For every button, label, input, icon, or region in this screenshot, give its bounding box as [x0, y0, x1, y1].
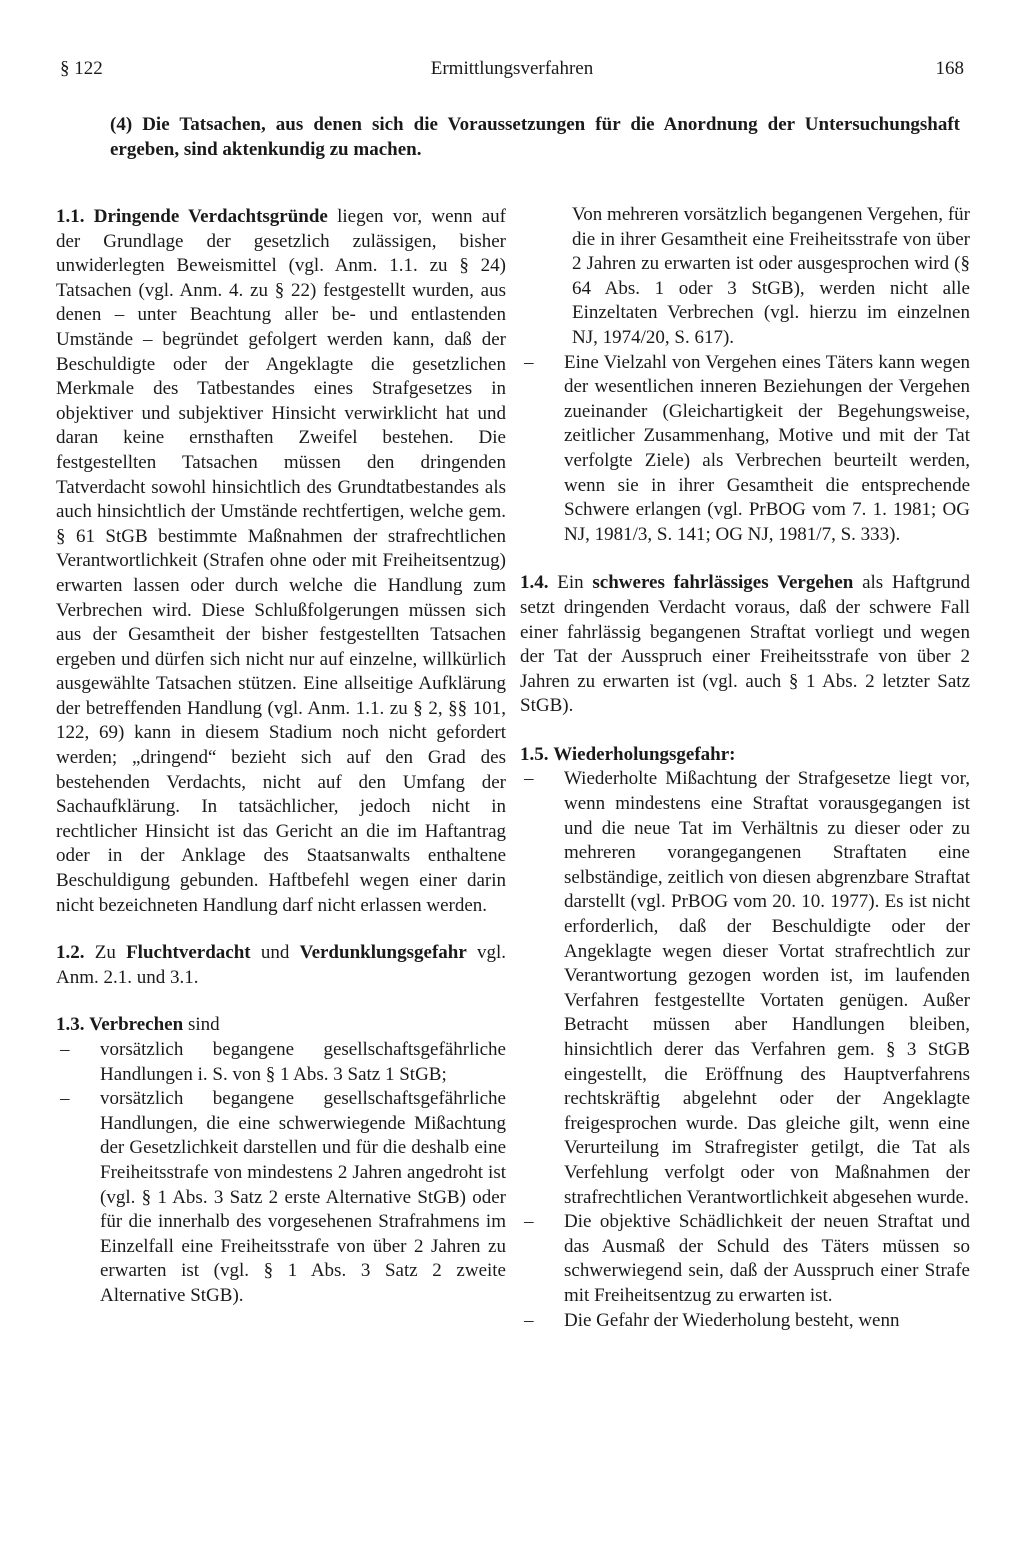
- list-item: – vorsätzlich begangene gesellschaftsgefährliche Handlungen i. S. von § 1 Abs. 3 Satz 1 StGB;: [56, 1038, 506, 1087]
- section-number: § 122: [60, 58, 103, 79]
- right-column: [520, 203, 970, 1333]
- section-1-2-pre: Zu: [94, 942, 116, 964]
- section-1-2-heading-1: Fluchtverdacht: [126, 942, 251, 964]
- section-1-2-mid: und: [260, 942, 290, 964]
- section-1-1-text: liegen vor, wenn auf der Grundlage der gesetzlich zulässigen, bisher unwiderlegten Beweismittel (vgl. Anm. 1.1. zu § 24) Tatsachen (vgl. Anm. 4. zu § 22) festgestellt wurden, aus denen – unter Beachtung aller be- und entlastenden Umstände – begründet gefolgert werden kann, daß der Beschuldigte oder der Angeklagte die gesetzlichen Merkmale des Tatbestandes eines Strafgesetzes in objektiver und subjektiver Hinsicht verwirklicht hat und daran keine ernsthaften Zweifel bestehen. Die festgestellten Tatsachen müssen den dringenden Tatverdacht sowohl hinsichtlich des Grundtatbestandes als auch hinsichtlich der Umstände rechtfertigen, welche gem. § 61 StGB bestimmte Maßnahmen der strafrechtlichen Verantwortlichkeit (Strafen ohne oder mit Freiheitsentzug) erwarten lassen oder durch welche die Handlung zum Verbrechen wird. Diese Schlußfolgerungen müssen sich aus der Gesamtheit der bisher festgestellten Tatsachen ergeben und dürfen sich nicht nur auf einzelne, willkürlich ausgewählte Tatsachen stützen. Eine allseitige Aufklärung der betreffenden Handlung (vgl. Anm. 1.1. zu § 2, §§ 101, 122, 69) kann in diesem Stadium noch nicht gefordert werden; „dringend“ bezieht sich auf den Grad des bestehenden Verdachts, nicht auf den Umfang der Sachaufklärung. In tatsächlicher, jedoch nicht in rechtlicher Hinsicht ist das Gericht an die im Haftantrag oder in der Anklage des Staatsanwalts enthaltene Beschuldigung gebunden. Haftbefehl wegen einer darin nicht bezeichneten Handlung darf nicht erlassen werden.: [56, 206, 507, 916]
- section-1-3-heading: Verbrechen: [89, 1014, 184, 1036]
- section-1-4-number: 1.4.: [520, 572, 549, 594]
- list-item: – Wiederholte Mißachtung der Strafgesetze liegt vor, wenn mindestens eine Straftat vorausgegangen ist und die neue Tat im Verhältnis zu dieser oder zu mehreren vorangegangenen Straftaten eine selbständige, zeitlich von diesen abgrenzbare Straftat darstellt (vgl. PrBOG vom 20. 10. 1977). Es ist nicht erforderlich, daß der Beschuldigte oder der Angeklagte wegen dieser Vortat strafrechtlich zur Verantwortung gezogen worden ist, im laufenden Verfahren festgestellte Vortaten genügen. Außer Betracht müssen aber Handlungen bleiben, hinsichtlich derer das Verfahren gem. § 3 StGB eingestellt, die Eröffnung des Hauptverfahrens rechtskräftig abgelehnt oder der Angeklagte freigesprochen wurde. Das gleiche gilt, wenn eine Verurteilung im Strafregister getilgt, die Tat als Verfehlung verfolgt oder von Maßnahmen der strafrechtlichen Verantwortlichkeit abgesehen wurde.: [520, 767, 970, 1210]
- section-1-2: [56, 941, 506, 990]
- section-1-3: [56, 1013, 506, 1038]
- section-1-4-text: als Haftgrund setzt dringenden Verdacht voraus, daß der schwere Fall einer fahrlässig begangenen Straftat vorliegt und wegen der Tat der Ausspruch einer Freiheitsstrafe von über 2 Jahren zu erwarten ist (vgl. auch § 1 Abs. 2 letzter Satz StGB).: [520, 572, 971, 717]
- list-item: – vorsätzlich begangene gesellschaftsgefährliche Handlungen, die eine schwerwiegende Mißachtung der Gesetzlichkeit darstellen und für die deshalb eine Freiheitsstrafe von mindestens 2 Jahren angedroht ist (vgl. § 1 Abs. 3 Satz 2 erste Alternative StGB) oder für die innerhalb des vorgesehenen Strafrahmens im Einzelfall eine Freiheitsstrafe von über 2 Jahren zu erwarten ist (vgl. § 1 Abs. 3 Satz 2 zweite Alternative StGB).: [56, 1087, 506, 1308]
- section-1-3-text: sind: [187, 1014, 220, 1036]
- section-1-1: [56, 205, 506, 918]
- section-1-5-heading: Wiederholungsgefahr:: [553, 743, 736, 765]
- page-title: Ermittlungsverfahren: [430, 58, 594, 79]
- list-item: – Die objektive Schädlichkeit der neuen Straftat und das Ausmaß der Schuld des Täters müssen so schwerwiegend sein, daß der Ausspruch einer Strafe mit Freiheitsentzug zu erwarten ist.: [520, 1210, 970, 1308]
- page-header: [60, 58, 964, 88]
- section-1-4-heading: schweres fahrlässiges Vergehen: [592, 572, 854, 594]
- section-1-1-heading: Dringende Verdachtsgründe: [93, 206, 328, 227]
- section-1-4: [520, 571, 970, 719]
- section-1-4-pre: Ein: [557, 572, 584, 594]
- list-item: – Die Gefahr der Wiederholung besteht, wenn: [520, 1309, 970, 1334]
- intro-paragraph: (4) Die Tatsachen, aus denen sich die Voraussetzungen für die Anordnung der Untersuchungshaft ergeben, sind aktenkundig zu machen.: [110, 114, 960, 160]
- section-1-5: [520, 743, 970, 768]
- page-number: 168: [935, 58, 964, 79]
- section-1-2-heading-2: Verdunklungsgefahr: [299, 942, 467, 964]
- list-item: – Eine Vielzahl von Vergehen eines Täters kann wegen der wesentlichen inneren Beziehungen der Vergehen zueinander (Gleichartigkeit der Begehungsweise, zeitlicher Zusammenhang, Motive und mit der Tat verfolgte Ziele) als Verbrechen beurteilt werden, wenn sie in ihrer Gesamtheit die entsprechende Schwere erlangen (vgl. PrBOG vom 7. 1. 1981; OG NJ, 1981/3, S. 141; OG NJ, 1981/7, S. 333).: [520, 351, 970, 548]
- section-1-5-number: 1.5.: [520, 743, 549, 765]
- section-1-2-number: 1.2.: [56, 942, 85, 964]
- continued-list-text: Von mehreren vorsätzlich begangenen Vergehen, für die in ihrer Gesamtheit eine Freiheitsstrafe von über 2 Jahren zu erwarten ist oder ausgesprochen wird (§ 64 Abs. 1 oder 3 StGB), werden nicht alle Einzeltaten Verbrechen (vgl. hierzu im einzelnen NJ, 1974/20, S. 617).: [572, 204, 970, 348]
- section-1-3-number: 1.3.: [56, 1014, 85, 1036]
- section-1-1-number: 1.1.: [56, 206, 85, 227]
- left-column: [56, 205, 506, 1309]
- section-1-2-post: vgl. Anm. 2.1. und 3.1.: [56, 942, 507, 988]
